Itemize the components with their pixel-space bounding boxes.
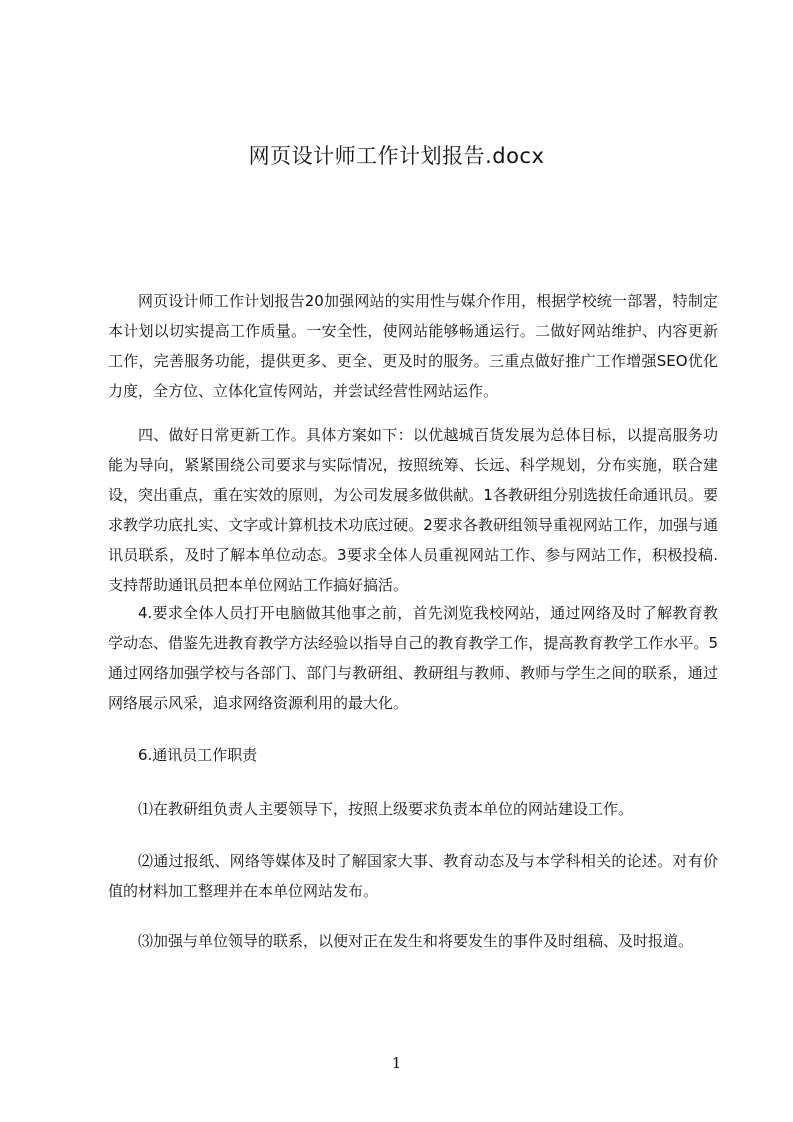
document-title: 网页设计师工作计划报告.docx <box>248 144 545 168</box>
paragraph-intro: 网页设计师工作计划报告20加强网站的实用性与媒介作用，根据学校统一部署，特制定本计划以切实提高工作质量。一安全性，使网站能够畅通运行。二做好网站维护、内容更新工作，完善服务功能，提供更多、更全、更及时的服务。三重点做好推广工作增强SEO优化力度，全方位、立体化宣传网站，并尝试经营性网站运作。 <box>108 292 718 400</box>
paragraph-duty-3: ⑶加强与单位领导的联系，以便对正在发生和将要发生的事件及时组稿、及时报道。 <box>138 932 694 950</box>
paragraph-daily-update: 四、做好日常更新工作。具体方案如下：以优越城百货发展为总体目标，以提高服务功能为导向，紧紧围绕公司要求与实际情况，按照统筹、长远、科学规划，分布实施，联合建设，突出重点，重在实效的原则，为公司发展多做供献。1各教研组分别选拔任命通讯员。要求教学功底扎实、文字或计算机技术功底过硬。2要求各教研组领导重视网站工作，加强与通讯员联系，及时了解本单位动态。3要求全体人员重视网站工作、参与网站工作，积极投稿.支持帮助通讯员把本单位网站工作搞好搞活。 <box>108 426 718 594</box>
paragraph-browse-website: 4.要求全体人员打开电脑做其他事之前，首先浏览我校网站，通过网络及时了解教育教学动态、借鉴先进教育教学方法经验以指导自己的教育教学工作，提高教育教学工作水平。5通过网络加强学校与各部门、部门与教研组、教研组与教师、教师与学生之间的联系，通过网络展示风采，追求网络资源利用的最大化。 <box>108 604 718 712</box>
paragraph-duty-1: ⑴在教研组负责人主要领导下，按照上级要求负责本单位的网站建设工作。 <box>138 800 634 818</box>
page-number: 1 <box>391 1054 402 1072</box>
paragraph-heading-duties: 6.通讯员工作职责 <box>138 746 258 764</box>
paragraph-duty-2: ⑵通过报纸、网络等媒体及时了解国家大事、教育动态及与本学科相关的论述。对有价值的材料加工整理并在本单位网站发布。 <box>108 852 718 900</box>
